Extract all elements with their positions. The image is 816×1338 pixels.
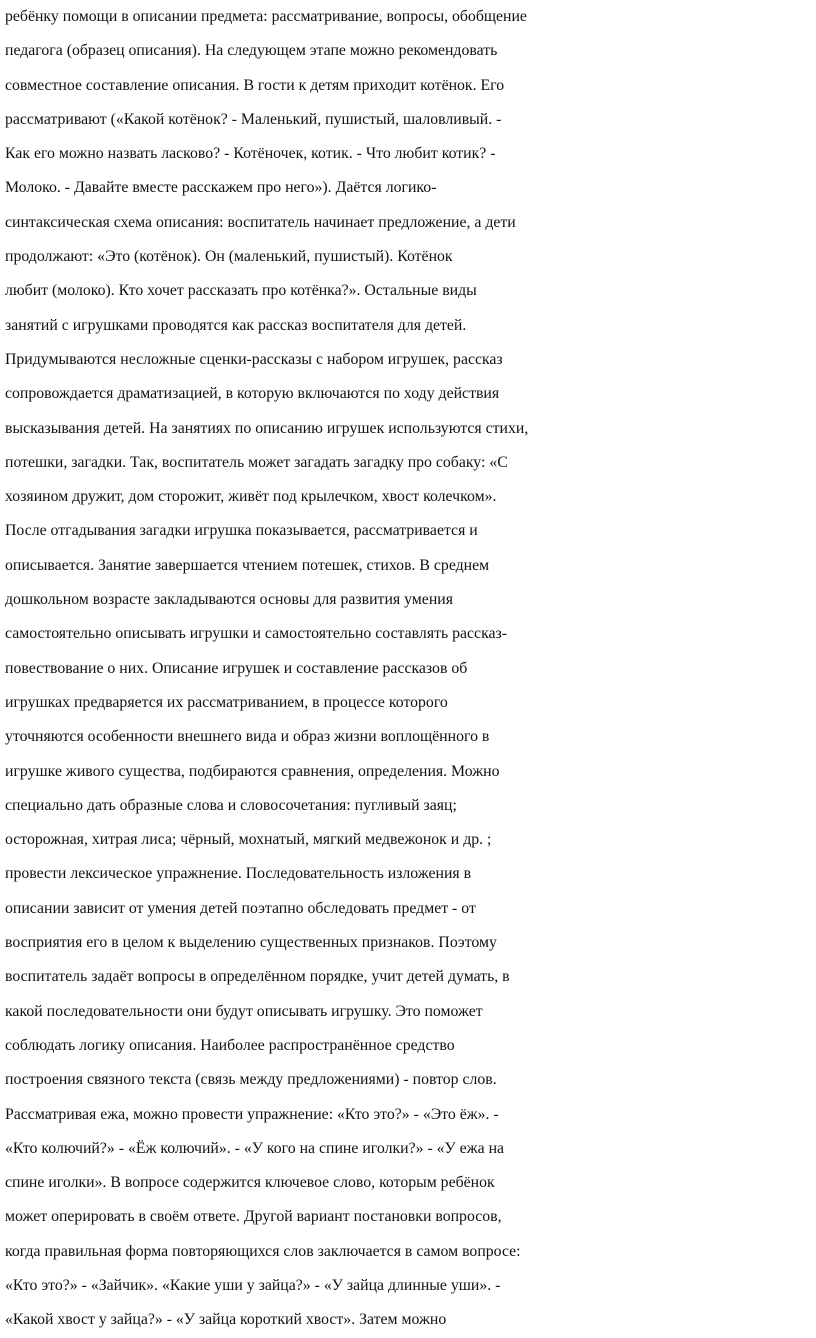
text-line: Как его можно назвать ласково? - Котёночек, котик. - Что любит котик? - — [5, 145, 496, 163]
text-line: совместное составление описания. В гости к детям приходит котёнок. Его — [5, 76, 505, 94]
text-line: хозяином дружит, дом сторожит, живёт под крылечком, хвост колечком». — [5, 488, 497, 506]
text-line: игрушках предваряется их рассматриванием, в процессе которого — [5, 693, 448, 711]
text-line: Рассматривая ежа, можно провести упражнение: «Кто это?» - «Это ёж». - — [5, 1105, 499, 1123]
text-line: потешки, загадки. Так, воспитатель может загадать загадку про собаку: «С — [5, 453, 508, 471]
text-line: самостоятельно описывать игрушки и самостоятельно составлять рассказ- — [5, 625, 508, 643]
text-line: воспитатель задаёт вопросы в определённом порядке, учит детей думать, в — [5, 968, 510, 986]
text-line: описании зависит от умения детей поэтапно обследовать предмет - от — [5, 899, 476, 917]
text-line: сопровождается драматизацией, в которую включаются по ходу действия — [5, 385, 500, 403]
text-line: ребёнку помощи в описании предмета: рассматривание, вопросы, обобщение — [5, 8, 527, 25]
text-line: «Кто это?» - «Зайчик». «Какие уши у зайца?» - «У зайца длинные уши». - — [5, 1276, 501, 1294]
text-line: дошкольном возрасте закладываются основы для развития умения — [5, 591, 453, 609]
text-line: осторожная, хитрая лиса; чёрный, мохнатый, мягкий медвежонок и др. ; — [5, 831, 492, 849]
text-line: продолжают: «Это (котёнок). Он (маленький, пушистый). Котёнок — [5, 248, 453, 266]
text-line: Молоко. - Давайте вместе расскажем про него»). Даётся логико- — [5, 179, 437, 197]
text-line: какой последовательности они будут описывать игрушку. Это поможет — [5, 1002, 483, 1020]
text-line: повествование о них. Описание игрушек и составление рассказов об — [5, 659, 468, 677]
text-line: «Какой хвост у зайца?» - «У зайца короткий хвост». Затем можно — [5, 1311, 447, 1329]
text-line: восприятия его в целом к выделению существенных признаков. Поэтому — [5, 934, 497, 952]
text-line: После отгадывания загадки игрушка показывается, рассматривается и — [5, 522, 478, 540]
text-line: провести лексическое упражнение. Последовательность изложения в — [5, 865, 472, 883]
text-line: рассматривают («Какой котёнок? - Маленький, пушистый, шаловливый. - — [5, 110, 502, 128]
text-line: специально дать образные слова и словосочетания: пугливый заяц; — [5, 796, 457, 814]
text-line: занятий с игрушками проводятся как рассказ воспитателя для детей. — [5, 316, 467, 334]
text-line: спине иголки». В вопросе содержится ключевое слово, которым ребёнок — [5, 1174, 495, 1192]
text-line: построения связного текста (связь между предложениями) - повтор слов. — [5, 1071, 497, 1089]
text-line: соблюдать логику описания. Наиболее распространённое средство — [5, 1036, 455, 1054]
text-line: высказывания детей. На занятиях по описанию игрушек используются стихи, — [5, 419, 529, 437]
text-line: когда правильная форма повторяющихся слов заключается в самом вопросе: — [5, 1242, 521, 1260]
text-line: игрушке живого существа, подбираются сравнения, определения. Можно — [5, 762, 500, 780]
text-line: любит (молоко). Кто хочет рассказать про котёнка?». Остальные виды — [5, 282, 477, 300]
text-line: уточняются особенности внешнего вида и образ жизни воплощённого в — [5, 728, 490, 746]
text-line: описывается. Занятие завершается чтением потешек, стихов. В среднем — [5, 556, 490, 574]
document-page — [5, 0, 813, 1338]
text-line: «Кто колючий?» - «Ёж колючий». - «У кого на спине иголки?» - «У ежа на — [5, 1139, 505, 1157]
text-line: синтаксическая схема описания: воспитатель начинает предложение, а дети — [5, 213, 516, 231]
text-line: педагога (образец описания). На следующем этапе можно рекомендовать — [5, 42, 498, 60]
text-line: может оперировать в своём ответе. Другой вариант постановки вопросов, — [5, 1208, 502, 1226]
text-line: Придумываются несложные сценки-рассказы с набором игрушек, рассказ — [5, 350, 503, 368]
